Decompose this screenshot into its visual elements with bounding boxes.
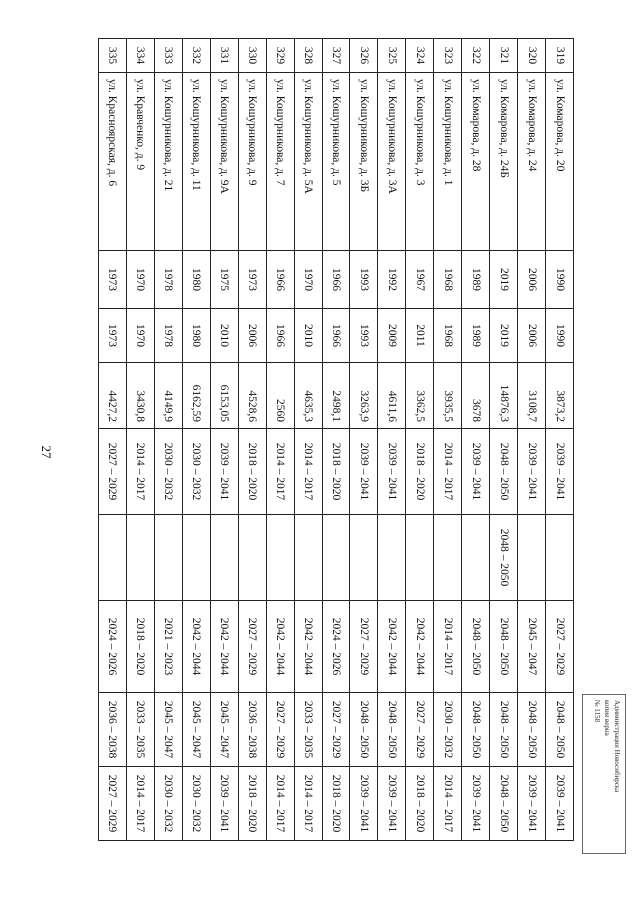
address-cell: ул. Кошурникова, д. 3Б (350, 73, 378, 251)
period-3-cell: 2042 – 2044 (182, 601, 210, 693)
rotated-table-wrapper (98, 38, 574, 840)
year-built-cell: 1966 (322, 251, 350, 309)
period-3-cell: 2042 – 2044 (406, 601, 434, 693)
year-built-cell: 1990 (546, 251, 574, 309)
area-cell: 3678 (462, 363, 490, 429)
period-5-cell: 2039 – 2041 (462, 767, 490, 841)
table-row (294, 39, 322, 841)
period-3-cell: 2045 – 2047 (518, 601, 546, 693)
period-5-cell: 2014 – 2017 (266, 767, 294, 841)
year-overhaul-cell: 1989 (462, 309, 490, 363)
period-4-cell: 2048 – 2050 (546, 693, 574, 767)
period-4-cell: 2027 – 2029 (406, 693, 434, 767)
period-4-cell: 2048 – 2050 (350, 693, 378, 767)
period-5-cell: 2048 – 2050 (490, 767, 518, 841)
page-number: 27 (39, 445, 54, 459)
year-overhaul-cell: 1968 (434, 309, 462, 363)
period-2-cell (99, 515, 127, 601)
year-overhaul-cell: 1966 (322, 309, 350, 363)
year-built-cell: 1970 (294, 251, 322, 309)
area-cell: 6153,05 (210, 363, 238, 429)
period-3-cell: 2018 – 2020 (127, 601, 155, 693)
row-number: 328 (294, 39, 322, 73)
period-3-cell: 2024 – 2026 (322, 601, 350, 693)
row-number: 334 (127, 39, 155, 73)
row-number: 331 (210, 39, 238, 73)
area-cell: 3430,8 (127, 363, 155, 429)
period-1-cell: 2018 – 2020 (238, 429, 266, 515)
row-number: 323 (434, 39, 462, 73)
period-1-cell: 2018 – 2020 (406, 429, 434, 515)
period-3-cell: 2048 – 2050 (490, 601, 518, 693)
address-cell: ул. Кошурникова, д. 7 (266, 73, 294, 251)
row-number: 330 (238, 39, 266, 73)
period-1-cell: 2048 – 2050 (490, 429, 518, 515)
year-built-cell: 1970 (127, 251, 155, 309)
stamp-line-1: Администрация Новосибирска (613, 700, 621, 793)
table-row (462, 39, 490, 841)
period-5-cell: 2014 – 2017 (127, 767, 155, 841)
row-number: 329 (266, 39, 294, 73)
year-built-cell: 1973 (238, 251, 266, 309)
table-row (99, 39, 127, 841)
address-cell: ул. Комарова, д. 20 (546, 73, 574, 251)
table-row (518, 39, 546, 841)
address-cell: ул. Кошурникова, д. 3А (378, 73, 406, 251)
area-cell: 4427,2 (99, 363, 127, 429)
period-5-cell: 2014 – 2017 (434, 767, 462, 841)
address-cell: ул. Кошурникова, д. 11 (182, 73, 210, 251)
period-4-cell: 2027 – 2029 (322, 693, 350, 767)
period-2-cell: 2048 – 2050 (490, 515, 518, 601)
year-built-cell: 1975 (210, 251, 238, 309)
address-cell: ул. Комарова, д. 24Б (490, 73, 518, 251)
year-overhaul-cell: 2006 (518, 309, 546, 363)
table-row (546, 39, 574, 841)
table-row (378, 39, 406, 841)
address-cell: ул. Кошурникова, д. 5А (294, 73, 322, 251)
period-1-cell: 2039 – 2041 (378, 429, 406, 515)
table-row (210, 39, 238, 841)
row-number: 325 (378, 39, 406, 73)
row-number: 322 (462, 39, 490, 73)
period-4-cell: 2036 – 2038 (238, 693, 266, 767)
year-built-cell: 1992 (378, 251, 406, 309)
area-cell: 3873,2 (546, 363, 574, 429)
period-1-cell: 2039 – 2041 (350, 429, 378, 515)
period-2-cell (434, 515, 462, 601)
table-row (182, 39, 210, 841)
area-cell: 3263,9 (350, 363, 378, 429)
period-4-cell: 2045 – 2047 (210, 693, 238, 767)
period-3-cell: 2021 – 2023 (154, 601, 182, 693)
year-overhaul-cell: 2010 (210, 309, 238, 363)
period-1-cell: 2030 – 2032 (182, 429, 210, 515)
period-2-cell (350, 515, 378, 601)
row-number: 332 (182, 39, 210, 73)
period-5-cell: 2039 – 2041 (518, 767, 546, 841)
year-built-cell: 1980 (182, 251, 210, 309)
period-1-cell: 2014 – 2017 (294, 429, 322, 515)
period-2-cell (294, 515, 322, 601)
period-1-cell: 2014 – 2017 (434, 429, 462, 515)
row-number: 321 (490, 39, 518, 73)
address-cell: ул. Красноярская, д. 6 (99, 73, 127, 251)
address-cell: ул. Комарова, д. 24 (518, 73, 546, 251)
period-4-cell: 2027 – 2029 (266, 693, 294, 767)
period-1-cell: 2030 – 2032 (154, 429, 182, 515)
year-overhaul-cell: 2009 (378, 309, 406, 363)
address-cell: ул. Кошурникова, д. 9А (210, 73, 238, 251)
area-cell: 6162,59 (182, 363, 210, 429)
year-built-cell: 1966 (266, 251, 294, 309)
row-number: 335 (99, 39, 127, 73)
area-cell: 3108,7 (518, 363, 546, 429)
address-cell: ул. Кошурникова, д. 5 (322, 73, 350, 251)
period-2-cell (462, 515, 490, 601)
area-cell: 4635,3 (294, 363, 322, 429)
period-3-cell: 2014 – 2017 (434, 601, 462, 693)
period-3-cell: 2042 – 2044 (210, 601, 238, 693)
period-3-cell: 2042 – 2044 (294, 601, 322, 693)
year-overhaul-cell: 1990 (546, 309, 574, 363)
table-row (406, 39, 434, 841)
period-2-cell (154, 515, 182, 601)
period-4-cell: 2048 – 2050 (518, 693, 546, 767)
period-2-cell (238, 515, 266, 601)
period-2-cell (210, 515, 238, 601)
period-3-cell: 2027 – 2029 (238, 601, 266, 693)
period-3-cell: 2024 – 2026 (99, 601, 127, 693)
period-3-cell: 2027 – 2029 (350, 601, 378, 693)
period-3-cell: 2048 – 2050 (462, 601, 490, 693)
address-cell: ул. Кравченко, д. 9 (127, 73, 155, 251)
period-3-cell: 2042 – 2044 (266, 601, 294, 693)
area-cell: 2498,1 (322, 363, 350, 429)
area-cell: 2560 (266, 363, 294, 429)
table-row (322, 39, 350, 841)
buildings-table (98, 38, 574, 841)
table-row (154, 39, 182, 841)
area-cell: 3935,5 (434, 363, 462, 429)
year-overhaul-cell: 1970 (127, 309, 155, 363)
year-built-cell: 1993 (350, 251, 378, 309)
row-number: 324 (406, 39, 434, 73)
table-row (350, 39, 378, 841)
year-overhaul-cell: 2011 (406, 309, 434, 363)
stamp (582, 694, 626, 854)
period-2-cell (518, 515, 546, 601)
period-5-cell: 2014 – 2017 (294, 767, 322, 841)
period-5-cell: 2039 – 2041 (546, 767, 574, 841)
period-4-cell: 2033 – 2035 (127, 693, 155, 767)
row-number: 333 (154, 39, 182, 73)
table-row (238, 39, 266, 841)
year-overhaul-cell: 1980 (182, 309, 210, 363)
year-built-cell: 1973 (99, 251, 127, 309)
period-2-cell (266, 515, 294, 601)
period-2-cell (182, 515, 210, 601)
period-1-cell: 2039 – 2041 (462, 429, 490, 515)
area-cell: 3362,5 (406, 363, 434, 429)
period-5-cell: 2018 – 2020 (238, 767, 266, 841)
period-2-cell (127, 515, 155, 601)
row-number: 320 (518, 39, 546, 73)
year-overhaul-cell: 2006 (238, 309, 266, 363)
row-number: 319 (546, 39, 574, 73)
period-1-cell: 2014 – 2017 (127, 429, 155, 515)
area-cell: 4611,6 (378, 363, 406, 429)
year-overhaul-cell: 1993 (350, 309, 378, 363)
period-1-cell: 2039 – 2041 (518, 429, 546, 515)
period-4-cell: 2048 – 2050 (490, 693, 518, 767)
year-built-cell: 1989 (462, 251, 490, 309)
year-overhaul-cell: 2019 (490, 309, 518, 363)
period-4-cell: 2036 – 2038 (99, 693, 127, 767)
address-cell: ул. Кошурникова, д. 1 (434, 73, 462, 251)
period-4-cell: 2033 – 2035 (294, 693, 322, 767)
period-2-cell (546, 515, 574, 601)
period-5-cell: 2018 – 2020 (406, 767, 434, 841)
period-3-cell: 2042 – 2044 (378, 601, 406, 693)
area-cell: 4149,9 (154, 363, 182, 429)
year-overhaul-cell: 1978 (154, 309, 182, 363)
period-2-cell (406, 515, 434, 601)
row-number: 327 (322, 39, 350, 73)
period-4-cell: 2030 – 2032 (434, 693, 462, 767)
period-4-cell: 2048 – 2050 (462, 693, 490, 767)
table-row (490, 39, 518, 841)
area-cell: 14876,3 (490, 363, 518, 429)
period-1-cell: 2039 – 2041 (210, 429, 238, 515)
period-5-cell: 2030 – 2032 (182, 767, 210, 841)
period-4-cell: 2045 – 2047 (154, 693, 182, 767)
address-cell: ул. Комарова, д. 28 (462, 73, 490, 251)
period-5-cell: 2027 – 2029 (99, 767, 127, 841)
year-built-cell: 2019 (490, 251, 518, 309)
year-built-cell: 2006 (518, 251, 546, 309)
period-4-cell: 2048 – 2050 (378, 693, 406, 767)
stamp-line-2: копия верна (603, 700, 611, 736)
table-row (266, 39, 294, 841)
area-cell: 4528,6 (238, 363, 266, 429)
period-5-cell: 2039 – 2041 (350, 767, 378, 841)
period-3-cell: 2027 – 2029 (546, 601, 574, 693)
period-1-cell: 2039 – 2041 (546, 429, 574, 515)
year-overhaul-cell: 2010 (294, 309, 322, 363)
period-2-cell (378, 515, 406, 601)
period-2-cell (322, 515, 350, 601)
address-cell: ул. Кошурникова, д. 3 (406, 73, 434, 251)
year-built-cell: 1967 (406, 251, 434, 309)
period-5-cell: 2030 – 2032 (154, 767, 182, 841)
period-5-cell: 2018 – 2020 (322, 767, 350, 841)
table-row (434, 39, 462, 841)
year-built-cell: 1978 (154, 251, 182, 309)
year-overhaul-cell: 1966 (266, 309, 294, 363)
address-cell: ул. Кошурникова, д. 9 (238, 73, 266, 251)
address-cell: ул. Кошурникова, д. 21 (154, 73, 182, 251)
year-built-cell: 1968 (434, 251, 462, 309)
period-1-cell: 2014 – 2017 (266, 429, 294, 515)
period-5-cell: 2039 – 2041 (378, 767, 406, 841)
period-4-cell: 2045 – 2047 (182, 693, 210, 767)
year-overhaul-cell: 1973 (99, 309, 127, 363)
stamp-line-3: № 1158 (593, 700, 601, 723)
period-1-cell: 2027 – 2029 (99, 429, 127, 515)
period-1-cell: 2018 – 2020 (322, 429, 350, 515)
row-number: 326 (350, 39, 378, 73)
period-5-cell: 2039 – 2041 (210, 767, 238, 841)
table-row (127, 39, 155, 841)
